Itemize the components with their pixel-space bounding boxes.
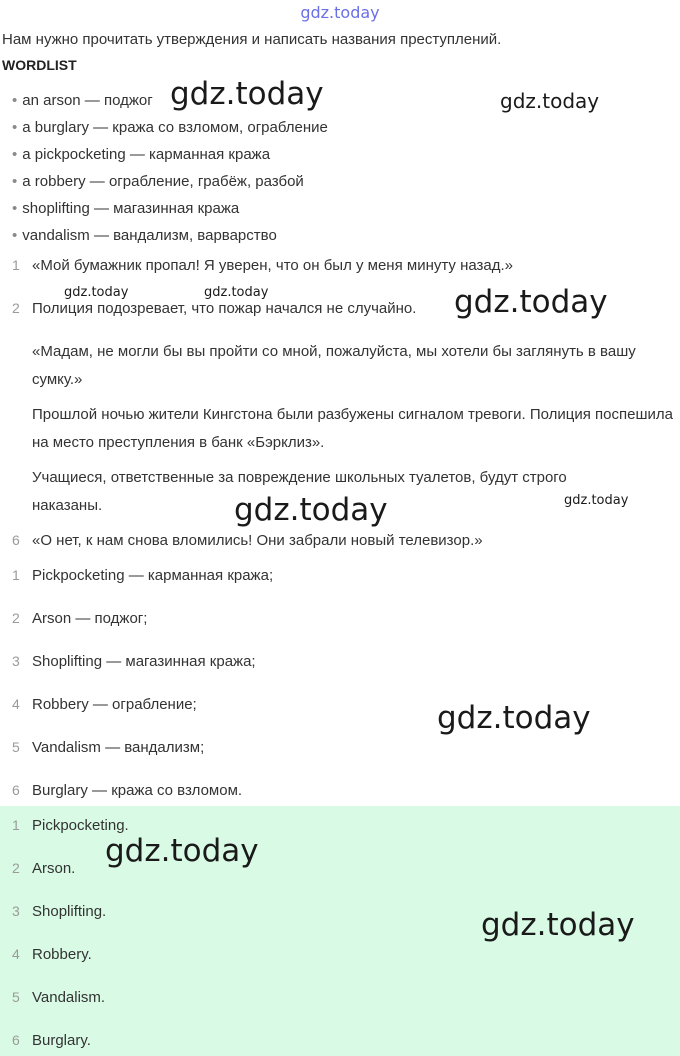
item-number <box>12 400 32 428</box>
bullet-icon: • <box>12 173 18 190</box>
translation-row: 1 Pickpocketing — карманная кража; <box>12 561 662 590</box>
item-number: 2 <box>12 860 20 876</box>
wordlist-title: WORDLIST <box>2 57 77 73</box>
watermark: gdz.today <box>564 493 629 508</box>
item-number: 5 <box>12 989 20 1005</box>
wordlist-item: • a pickpocketing — карманная кража <box>12 146 271 163</box>
watermark: gdz.today <box>437 700 591 736</box>
watermark: gdz.today <box>481 907 635 943</box>
answer-row: 3 Shoplifting. <box>12 897 662 926</box>
wordlist-item: • a burglary — кража со взломом, ограбление <box>12 119 328 136</box>
wordlist-item: • shoplifting — магазинная кража <box>12 200 240 217</box>
item-number: 2 <box>12 610 20 626</box>
intro-text: Нам нужно прочитать утверждения и написать названия преступлений. <box>2 31 502 48</box>
watermark: gdz.today <box>204 285 269 300</box>
watermark: gdz.today <box>64 285 129 300</box>
bullet-icon: • <box>12 92 18 109</box>
statement-row: Учащиеся, ответственные за повреждение школьных туалетов, будут строго наказаны. <box>12 463 632 520</box>
site-logo[interactable]: gdz.today <box>300 3 380 22</box>
wordlist-item: • vandalism — вандализм, варварство <box>12 227 277 244</box>
answer-row: 2 Arson. <box>12 854 662 883</box>
wordlist-item: • an arson — поджог <box>12 92 153 109</box>
statement-row: «Мадам, не могли бы вы пройти со мной, пожалуйста, мы хотели бы заглянуть в вашу сумку.» <box>12 337 680 394</box>
translation-row: 5 Vandalism — вандализм; <box>12 733 662 762</box>
statement-row: 1 «Мой бумажник пропал! Я уверен, что он был у меня минуту назад.» <box>12 251 662 280</box>
translation-row: 6 Burglary — кража со взломом. <box>12 776 662 805</box>
item-number: 4 <box>12 946 20 962</box>
answer-row: 4 Robbery. <box>12 940 662 969</box>
item-number: 1 <box>12 567 20 583</box>
watermark: gdz.today <box>500 89 600 113</box>
watermark: gdz.today <box>170 76 324 112</box>
answer-row: 5 Vandalism. <box>12 983 662 1012</box>
item-number: 6 <box>12 532 20 548</box>
item-number <box>12 463 32 491</box>
statement-row: 6 «О нет, к нам снова вломились! Они забрали новый телевизор.» <box>12 526 662 555</box>
item-number: 1 <box>12 257 20 273</box>
watermark: gdz.today <box>105 833 259 869</box>
statement-row: 2 Полиция подозревает, что пожар начался не случайно. <box>12 294 662 323</box>
translation-row: 4 Robbery — ограбление; <box>12 690 662 719</box>
translation-row: 2 Arson — поджог; <box>12 604 662 633</box>
wordlist-item: • a robbery — ограбление, грабёж, разбой <box>12 173 304 190</box>
item-number: 6 <box>12 782 20 798</box>
bullet-icon: • <box>12 119 18 136</box>
statement-row: Прошлой ночью жители Кингстона были разбужены сигналом тревоги. Полиция поспешила на место преступления в банк «Бэрклиз». <box>12 400 680 457</box>
item-number: 1 <box>12 817 20 833</box>
bullet-icon: • <box>12 146 18 163</box>
watermark: gdz.today <box>234 492 388 528</box>
item-number: 2 <box>12 300 20 316</box>
item-number: 4 <box>12 696 20 712</box>
bullet-icon: • <box>12 200 18 217</box>
answer-row: 6 Burglary. <box>12 1026 662 1055</box>
item-number: 3 <box>12 903 20 919</box>
item-number: 5 <box>12 739 20 755</box>
item-number <box>12 337 32 365</box>
item-number: 6 <box>12 1032 20 1048</box>
translation-row: 3 Shoplifting — магазинная кража; <box>12 647 662 676</box>
item-number: 3 <box>12 653 20 669</box>
bullet-icon: • <box>12 227 18 244</box>
watermark: gdz.today <box>454 284 608 320</box>
answer-row: 1 Pickpocketing. <box>12 811 662 840</box>
